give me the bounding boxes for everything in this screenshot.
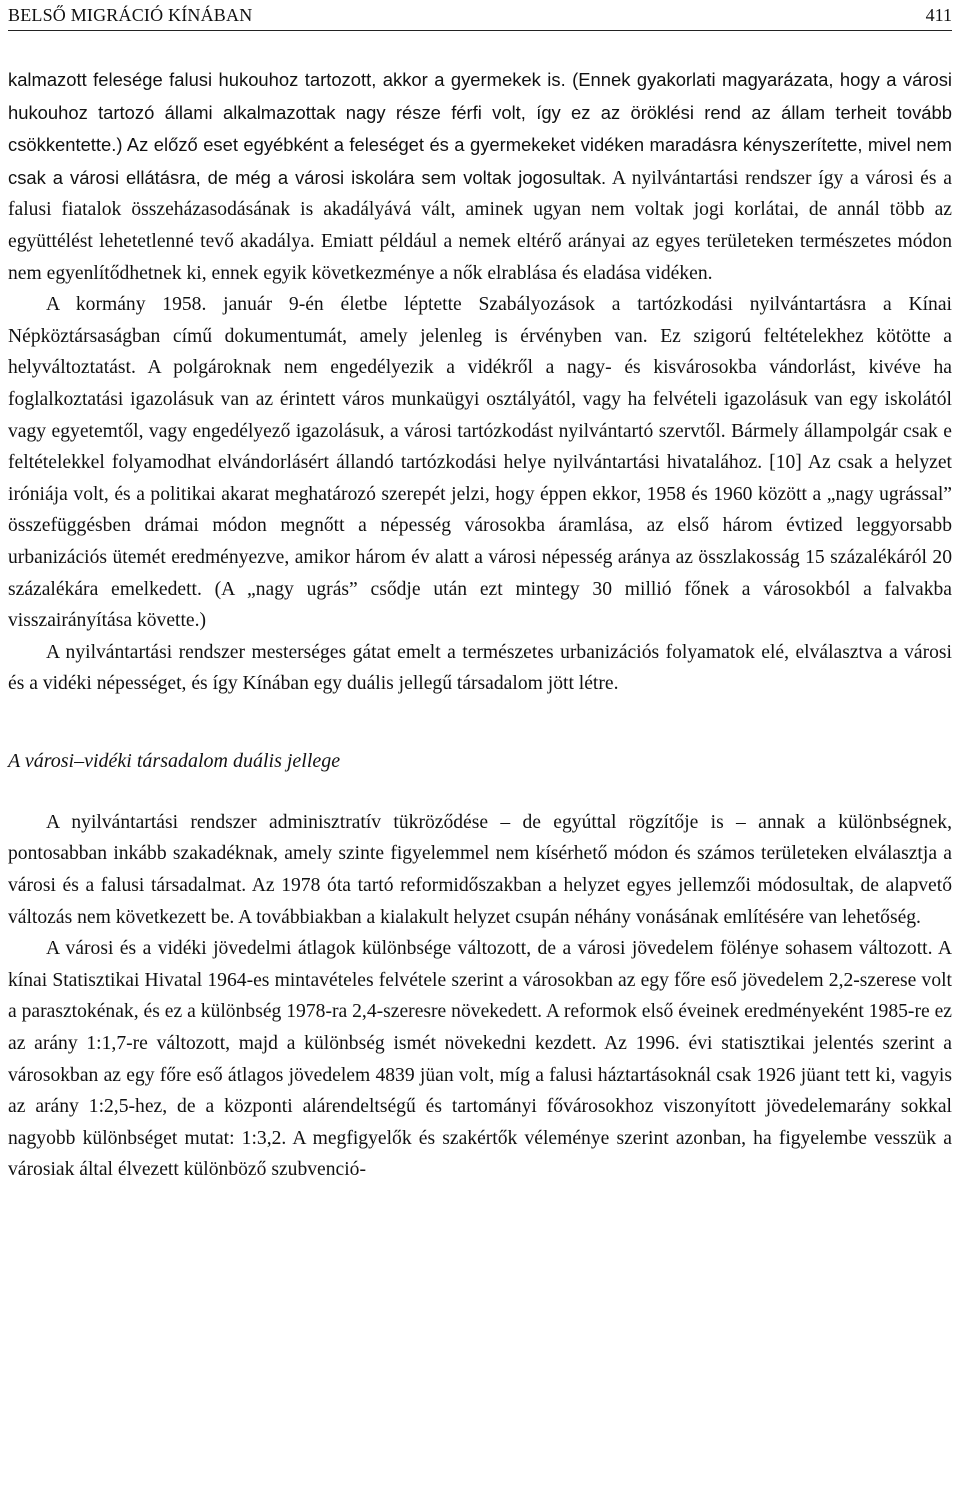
section-body [8,807,952,1186]
paragraph [8,64,952,289]
section-heading: A városi–vidéki társadalom duális jellege [8,749,341,772]
paragraph: A nyilvántartási rendszer adminisztratív tükröződése – de egyúttal rögzítője is – annak a különbségnek, pontosabban inkább szakadéknak, amely szinte figyelemmel nem kísérhető módon és számos területeken elválasztja a városi és a falusi társadalmat. Az 1978 óta tartó reformidőszakban a helyzet egyes jellemzői módosultak, de alapvető változás nem következett be. A továbbiakban a kialakult helyzet csupán néhány vonásának említésére van lehetőség. [8,811,952,928]
paragraph-serif-segment: A nyilvántartási rendszer így a városi és a falusi fiatalok összeházasodásának is akadályává vált, aminek ugyan nem voltak jogi korlátai, de annál több az együttélést lehetetlenné tevő akadálya. Emiatt például a nemek eltérő arányai az egyes területeken természetes módon nem egyenlítődhetnek ki, ennek egyik következménye a nők elrablása és eladása vidéken. [8,167,952,284]
body-text [8,64,952,700]
running-header [8,0,952,31]
paragraph-sans-segment: kalmazott felesége falusi hukouhoz tartozott, akkor a gyermekek is. (Ennek gyakorlati magyarázata, hogy a városi hukouhoz tartozó állami alkalmazottak nagy része férfi volt, így ez az öröklési rend az állam terheit tovább csökkentette.) Az előző eset egyébként a feleséget és a gyermekeket vidéken maradásra kényszerítette, mivel nem csak a városi ellátásra, de még a városi iskolára sem voltak jogosultak. [8,69,952,188]
document-page [8,0,952,1186]
page-number: 411 [925,5,952,25]
running-title: BELSŐ MIGRÁCIÓ KÍNÁBAN [8,5,253,25]
paragraph: A kormány 1958. január 9-én életbe léptette Szabályozások a tartózkodási nyilvántartásra a Kínai Népköztársaságban című dokumentumát, amely jelenleg is érvényben van. Ez szigorú feltételekhez kötötte a helyváltoztatást. A polgároknak nem engedélyezik a vidékről a nagy- és kisvárosokba vándorlást, kivéve ha foglalkoztatási igazolásuk van az érintett város munkaügyi osztályától, vagy ha felvételi igazolásuk van egy iskolától vagy egyetemtől, vagy engedélyező igazolásuk, a városi tartózkodást nyilvántartó szervtől. Bármely állampolgár csak e feltételekkel folyamodhat elvándorlásért állandó tartózkodási helye nyilvántartási hivatalához. [10] Az csak a helyzet iróniája volt, és a politikai akarat meghatározó szerepét jelzi, hogy éppen ekkor, 1958 és 1960 között a „nagy ugrással” összefüggésben drámai módon megnőtt a népesség városokba áramlása, az első három évtized leggyorsabb urbanizációs ütemét eredményezve, amikor három év alatt a városi népesség aránya az összlakosság 15 százalékáról 20 százalékára emelkedett. (A „nagy ugrás” csődje után ezt mintegy 30 millió főnek a városokból a falvakba visszairányítása követte.) [8,294,952,632]
section [8,746,952,1186]
paragraph: A városi és a vidéki jövedelmi átlagok különbsége változott, de a városi jövedelem fölénye sohasem változott. A kínai Statisztikai Hivatal 1964-es mintavételes felvétele szerint a városokban az egy főre eső jövedelem 2,2-szerese volt a parasztokénak, és ez a különbség 1978-ra 2,4-szeresre növekedett. A reformok első éveinek eredményeként 1985-re ez az arány 1:1,7-re változott, majd a különbség ismét növekedni kezdett. Az 1996. évi statisztikai jelentés szerint a városokban az egy főre eső átlagos jövedelem 4839 jüan volt, míg a falusi háztartásoknál csak 1926 jüant tett ki, vagyis az arány 1:2,5-hez, de a központi alárendeltségű és tartományi fővárosokhoz viszonyított jövedelemarány sokkal nagyobb különbséget mutat: 1:3,2. A megfigyelők és szakértők véleménye szerint azonban, ha figyelembe vesszük a városiak által élvezett különböző szubvenció- [8,938,952,1181]
paragraph: A nyilvántartási rendszer mesterséges gátat emelt a természetes urbanizációs folyamatok elé, elválasztva a városi és a vidéki népességet, és így Kínában egy duális jellegű társadalom jött létre. [8,641,952,695]
